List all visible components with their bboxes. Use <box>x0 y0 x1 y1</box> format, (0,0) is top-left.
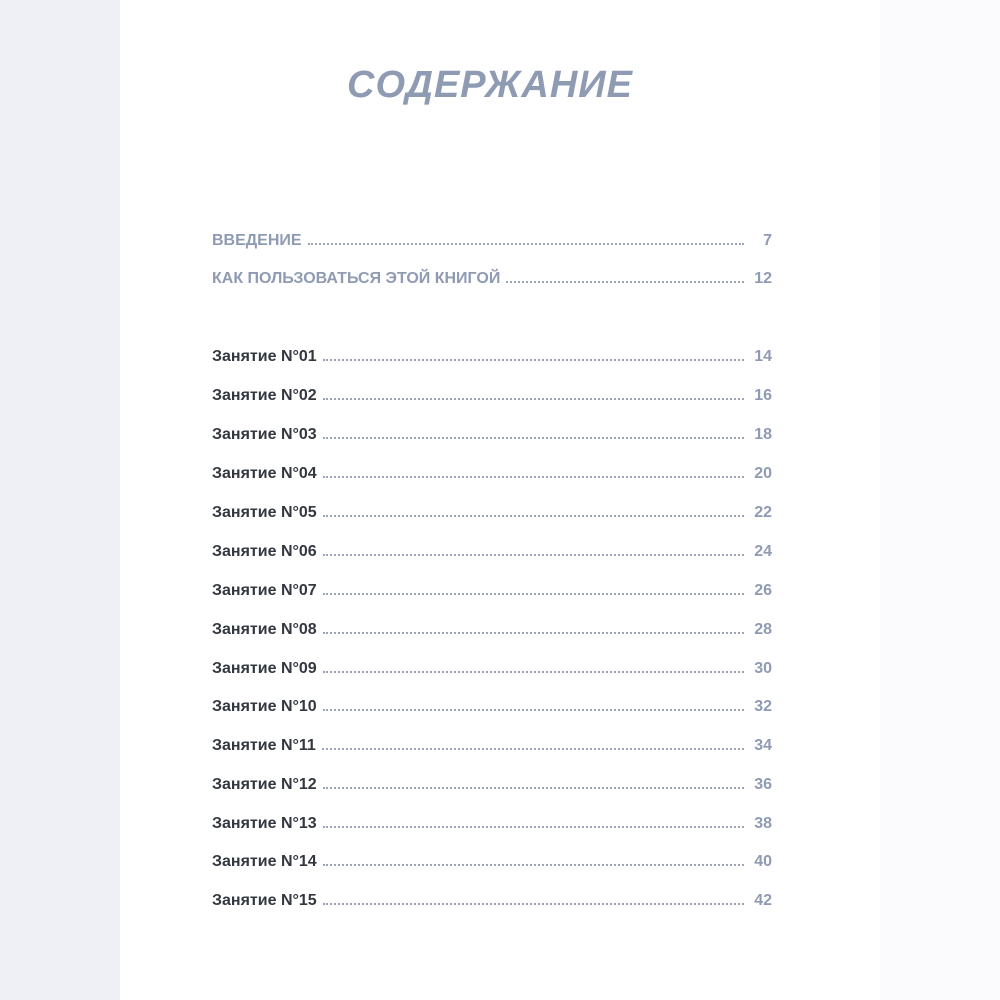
toc-entry-lesson-13[interactable] <box>212 809 772 833</box>
dot-leader <box>323 359 744 361</box>
toc-entry-lesson-12[interactable] <box>212 770 772 794</box>
book-page <box>120 0 880 1000</box>
toc-entry-page: 34 <box>754 737 772 754</box>
dot-leader <box>322 748 744 750</box>
dot-leader <box>323 515 744 517</box>
toc-entry-label: Занятие N°05 <box>212 504 317 521</box>
toc-entry-label: Занятие N°11 <box>212 737 316 754</box>
toc-entry-page: 20 <box>754 465 772 482</box>
dot-leader <box>323 903 744 905</box>
toc-entry-label: Занятие N°01 <box>212 348 317 365</box>
toc-entry-page: 38 <box>754 815 772 832</box>
toc-entry-label: Занятие N°10 <box>212 698 317 715</box>
toc-entry-page: 18 <box>754 426 772 443</box>
toc-entry-lesson-10[interactable] <box>212 692 772 716</box>
toc-entry-label: КАК ПОЛЬЗОВАТЬСЯ ЭТОЙ КНИГОЙ <box>212 270 501 287</box>
dot-leader <box>323 671 744 673</box>
toc-entry-label: Занятие N°08 <box>212 621 317 638</box>
page-title: СОДЕРЖАНИЕ <box>347 64 633 106</box>
dot-leader <box>323 787 744 789</box>
toc-entry-lesson-03[interactable] <box>212 420 772 444</box>
dot-leader <box>323 864 744 866</box>
toc-entry-label: Занятие N°04 <box>212 465 317 482</box>
toc-entry-page: 36 <box>754 776 772 793</box>
toc-entry-page: 28 <box>754 621 772 638</box>
toc-entry-label: Занятие N°15 <box>212 892 317 909</box>
toc-entry-page: 22 <box>754 504 772 521</box>
toc-entry-label: Занятие N°07 <box>212 582 317 599</box>
toc-entry-lesson-04[interactable] <box>212 459 772 483</box>
dot-leader <box>323 632 744 634</box>
toc-entry-lesson-05[interactable] <box>212 498 772 522</box>
dot-leader <box>323 709 744 711</box>
dot-leader <box>323 437 744 439</box>
toc-entry-label: Занятие N°09 <box>212 660 317 677</box>
dot-leader <box>323 826 744 828</box>
toc-entry-label: Занятие N°14 <box>212 853 317 870</box>
toc-entry-page: 24 <box>754 543 772 560</box>
toc-entry-lesson-02[interactable] <box>212 381 772 405</box>
toc-entry-how-to-use[interactable] <box>212 264 772 288</box>
toc-entry-page: 14 <box>754 348 772 365</box>
dot-leader <box>323 554 744 556</box>
toc-entry-label: ВВЕДЕНИЕ <box>212 232 302 249</box>
toc-entry-page: 26 <box>754 582 772 599</box>
toc-entry-lesson-09[interactable] <box>212 654 772 678</box>
toc-entry-lesson-07[interactable] <box>212 576 772 600</box>
toc-entry-page: 7 <box>763 232 772 249</box>
toc-entry-lesson-08[interactable] <box>212 615 772 639</box>
toc-entry-introduction[interactable] <box>212 226 772 250</box>
toc-entry-page: 30 <box>754 660 772 677</box>
toc-entry-lesson-06[interactable] <box>212 537 772 561</box>
dot-leader <box>323 398 744 400</box>
toc-entry-page: 16 <box>754 387 772 404</box>
toc-entry-lesson-15[interactable] <box>212 886 772 910</box>
left-page-edge <box>0 0 120 1000</box>
toc-entry-label: Занятие N°03 <box>212 426 317 443</box>
toc-entry-page: 12 <box>754 270 772 287</box>
dot-leader <box>506 281 744 283</box>
dot-leader <box>308 243 744 245</box>
toc-entry-lesson-01[interactable] <box>212 342 772 366</box>
toc-entry-page: 32 <box>754 698 772 715</box>
toc-entry-lesson-11[interactable] <box>212 731 772 755</box>
toc-entry-label: Занятие N°02 <box>212 387 317 404</box>
toc-entry-label: Занятие N°12 <box>212 776 317 793</box>
toc-entry-page: 40 <box>754 853 772 870</box>
dot-leader <box>323 593 744 595</box>
toc-entry-label: Занятие N°13 <box>212 815 317 832</box>
toc-entry-label: Занятие N°06 <box>212 543 317 560</box>
toc-entry-lesson-14[interactable] <box>212 847 772 871</box>
right-page-edge <box>880 0 1000 1000</box>
dot-leader <box>323 476 744 478</box>
toc-entry-page: 42 <box>754 892 772 909</box>
